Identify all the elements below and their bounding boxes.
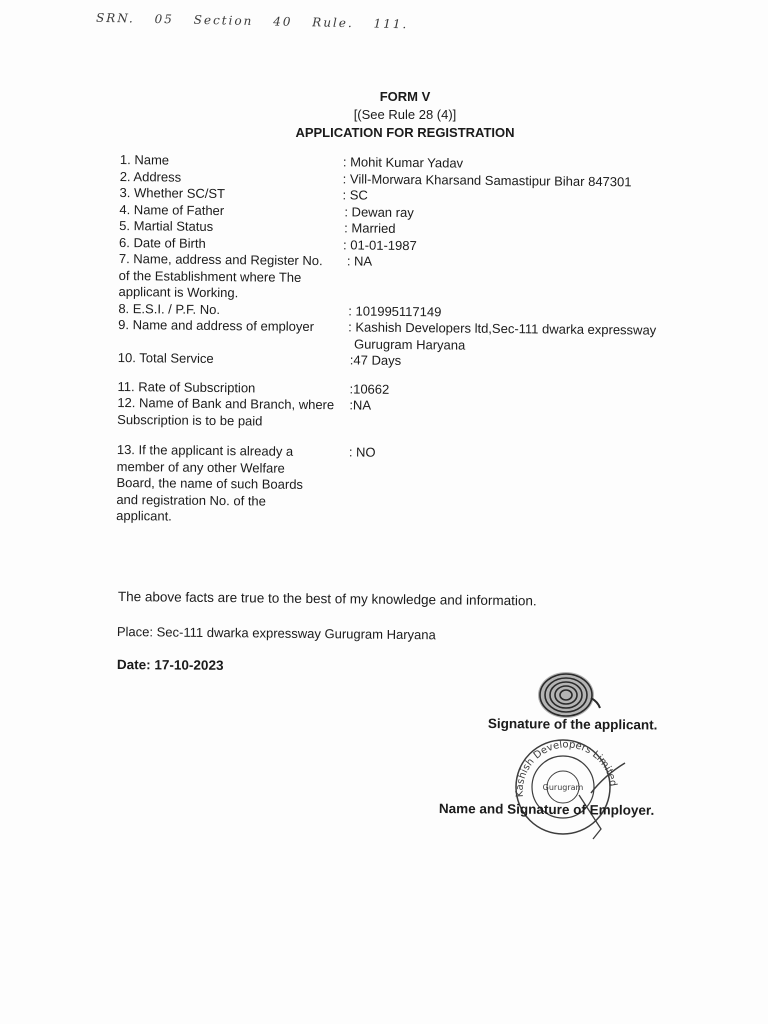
thumbprint-icon	[536, 668, 602, 720]
field-label: applicant is Working.	[118, 283, 239, 301]
form-fields	[116, 152, 690, 530]
field-label: 8. E.S.I. / P.F. No.	[118, 300, 221, 317]
date-line: Date: 17-10-2023	[116, 657, 224, 673]
field-value: : 01-01-1987	[342, 236, 417, 253]
field-label: 7. Name, address and Register No.	[118, 250, 323, 269]
field-label: 4. Name of Father	[119, 201, 225, 218]
field-label: applicant.	[116, 507, 172, 524]
applicant-signature-label: Signature of the applicant.	[487, 716, 658, 733]
field-label: member of any other Welfare	[116, 458, 285, 476]
svg-text:Gurugram: Gurugram	[542, 783, 584, 792]
field-label: of the Establishment where The	[118, 267, 302, 285]
field-value: : Mohit Kumar Yadav	[342, 154, 464, 171]
form-title: FORM V	[379, 89, 431, 104]
field-label: 10. Total Service	[117, 349, 214, 366]
field-label: 11. Rate of Subscription	[117, 378, 256, 395]
field-value: : Kashish Developers ltd,Sec-111 dwarka expressway	[348, 319, 657, 338]
field-value: : Vill-Morwara Kharsand Samastipur Bihar 847301	[342, 170, 632, 189]
field-label: 12. Name of Bank and Branch, where	[117, 394, 335, 413]
svg-text:Kashish Developers Limited: Kashish Developers Limited	[514, 739, 619, 798]
field-value: : NA	[346, 253, 373, 269]
field-label: 5. Martial Status	[119, 217, 214, 234]
field-label: 3. Whether SC/ST	[119, 184, 226, 202]
field-value: : SC	[342, 187, 368, 203]
field-label: 1. Name	[119, 152, 170, 168]
field-value: :10662	[349, 380, 390, 397]
declaration-text: The above facts are true to the best of my knowledge and information.	[117, 589, 537, 609]
place-line: Place: Sec-111 dwarka expressway Gurugram Haryana	[116, 624, 436, 643]
field-value: : Married	[344, 220, 396, 236]
field-label: Subscription is to be paid	[117, 411, 263, 429]
field-label: Board, the name of such Boards	[116, 474, 304, 492]
field-value: :47 Days	[349, 352, 402, 368]
company-stamp-seal	[505, 735, 631, 845]
field-label: 2. Address	[119, 168, 182, 185]
employer-signature-label: Name and Signature of Employer.	[438, 801, 655, 818]
form-heading: APPLICATION FOR REGISTRATION	[295, 125, 515, 140]
field-value: Gurugram Haryana	[353, 335, 466, 353]
field-value: : 101995117149	[348, 302, 442, 319]
field-label: and registration No. of the	[116, 491, 267, 509]
field-label: 13. If the applicant is already a	[116, 441, 294, 459]
field-value: : NO	[348, 444, 376, 460]
field-label: 9. Name and address of employer	[118, 316, 315, 335]
field-value: : Dewan ray	[344, 203, 414, 220]
field-value: :NA	[349, 397, 372, 413]
handwritten-reference-note: SRN. 05 Section 40 Rule. 111.	[95, 10, 409, 32]
form-header	[250, 88, 560, 142]
field-label: 6. Date of Birth	[118, 234, 206, 251]
rule-reference: [(See Rule 28 (4)]	[353, 107, 457, 122]
